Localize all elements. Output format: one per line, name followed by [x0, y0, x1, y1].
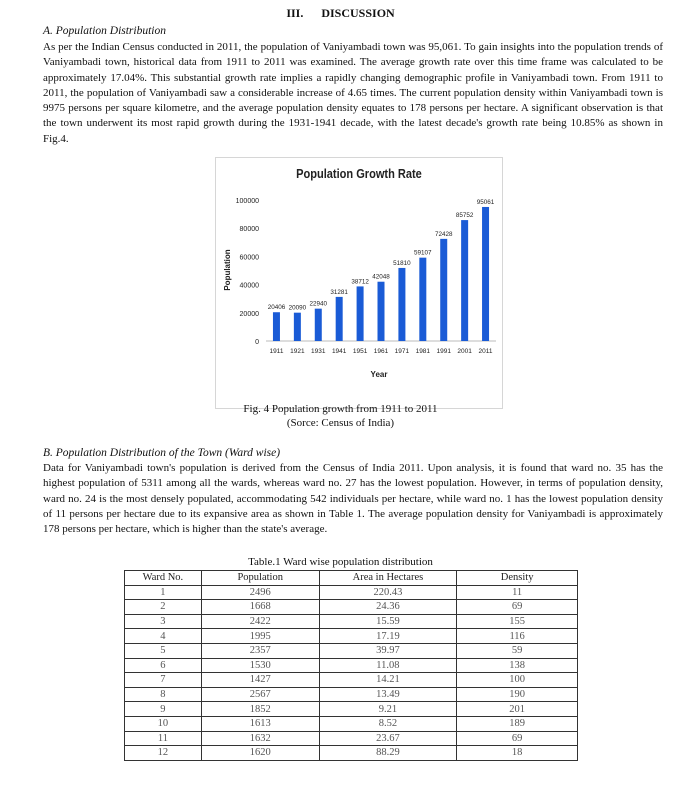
bar-1951	[357, 286, 364, 341]
table-row	[125, 673, 578, 688]
x-tick-label: 2011	[478, 348, 493, 355]
data-label-1921: 20090	[288, 304, 307, 312]
bar-2001	[461, 220, 468, 341]
table-row	[125, 746, 578, 761]
area-cell: 220.43	[319, 585, 457, 600]
area-cell: 23.67	[319, 731, 457, 746]
population-cell: 1613	[201, 716, 319, 731]
area-cell: 13.49	[319, 687, 457, 702]
bar-1961	[378, 282, 385, 341]
density-cell: 116	[457, 629, 578, 644]
header-density: Density	[457, 571, 578, 586]
table-row	[125, 702, 578, 717]
density-cell: 69	[457, 731, 578, 746]
density-cell: 11	[457, 585, 578, 600]
ward-no-cell: 7	[125, 673, 202, 688]
population-cell: 1995	[201, 629, 319, 644]
x-axis-label: Year	[370, 370, 388, 379]
density-cell: 201	[457, 702, 578, 717]
population-cell: 2422	[201, 614, 319, 629]
population-growth-chart	[216, 158, 502, 408]
table-caption: Table.1 Ward wise population distribution	[248, 556, 433, 568]
table-row	[125, 643, 578, 658]
x-tick-label: 1911	[269, 348, 284, 355]
population-cell: 1427	[201, 673, 319, 688]
table-row	[125, 600, 578, 615]
table-header-row	[125, 571, 578, 586]
data-label-1911: 20406	[267, 304, 286, 312]
area-cell: 14.21	[319, 673, 457, 688]
subsection-b-paragraph: Data for Vaniyambadi town's population is derived from the Census of India 2011. Upon analysis, it is found that ward no. 35 has the highest population of 5311 among all the wards, whereas ward no. 27 has the lowest population. However, in terms of population density, ward no. 24 is the most densely populated, accommodating 542 individuals per hectare, while ward no. 1 has the lowest population density of 11 persons per hectare due to its expansive area as shown in Table 1. The average population density for Vaniyambadi is approximately 178 persons per hectare, which is higher than the state's average.	[43, 462, 663, 536]
data-label-1991: 72428	[434, 230, 453, 238]
ward-no-cell: 11	[125, 731, 202, 746]
density-cell: 59	[457, 643, 578, 658]
ward-no-cell: 12	[125, 746, 202, 761]
ward-no-cell: 4	[125, 629, 202, 644]
area-cell: 9.21	[319, 702, 457, 717]
data-label-1941: 31281	[330, 288, 348, 296]
bar-1991	[440, 239, 447, 341]
y-tick-label: 60000	[239, 254, 259, 262]
x-tick-label: 1921	[290, 348, 305, 355]
population-growth-figure	[215, 157, 503, 409]
data-label-2001: 85752	[455, 212, 474, 220]
table-row	[125, 716, 578, 731]
density-cell: 69	[457, 600, 578, 615]
area-cell: 15.59	[319, 614, 457, 629]
data-label-1931: 22940	[309, 300, 328, 308]
bar-1971	[398, 268, 405, 341]
ward-no-cell: 8	[125, 687, 202, 702]
y-tick-label: 100000	[235, 198, 259, 205]
ward-no-cell: 5	[125, 643, 202, 658]
x-tick-label: 2001	[457, 348, 472, 355]
population-cell: 1668	[201, 600, 319, 615]
density-cell: 138	[457, 658, 578, 673]
data-label-2011: 95061	[476, 198, 495, 206]
density-cell: 18	[457, 746, 578, 761]
y-tick-label: 40000	[239, 282, 259, 290]
density-cell: 100	[457, 673, 578, 688]
header-population: Population	[201, 571, 319, 586]
area-cell: 88.29	[319, 746, 457, 761]
ward-no-cell: 9	[125, 702, 202, 717]
header-area: Area in Hectares	[319, 571, 457, 586]
subsection-b-title: B. Population Distribution of the Town (Ward wise)	[43, 447, 281, 459]
data-label-1981: 59107	[414, 249, 432, 257]
figure-caption-line1: Fig. 4 Population growth from 1911 to 2011	[243, 403, 438, 415]
area-cell: 11.08	[319, 658, 457, 673]
population-cell: 1620	[201, 746, 319, 761]
data-label-1951: 38712	[351, 278, 369, 286]
bar-1931	[315, 309, 322, 341]
chart-title: Population Growth Rate	[296, 166, 422, 182]
ward-no-cell: 10	[125, 716, 202, 731]
density-cell: 155	[457, 614, 578, 629]
ward-no-cell: 1	[125, 585, 202, 600]
x-tick-label: 1991	[436, 348, 451, 355]
area-cell: 17.19	[319, 629, 457, 644]
ward-no-cell: 3	[125, 614, 202, 629]
table-row	[125, 658, 578, 673]
population-cell: 1530	[201, 658, 319, 673]
y-axis-label: Population	[223, 249, 232, 291]
section-heading	[0, 6, 681, 21]
x-tick-label: 1951	[352, 348, 368, 355]
density-cell: 190	[457, 687, 578, 702]
population-cell: 2567	[201, 687, 319, 702]
table-row	[125, 629, 578, 644]
bar-1921	[294, 313, 301, 341]
bar-1911	[273, 312, 280, 341]
bar-1981	[419, 258, 426, 341]
x-tick-label: 1981	[415, 348, 431, 355]
table-row	[125, 731, 578, 746]
population-cell: 2357	[201, 643, 319, 658]
bar-2011	[482, 207, 489, 341]
bar-1941	[336, 297, 343, 341]
y-tick-label: 20000	[239, 310, 259, 318]
section-number: III.	[286, 6, 304, 20]
area-cell: 24.36	[319, 600, 457, 615]
ward-no-cell: 2	[125, 600, 202, 615]
x-tick-label: 1941	[331, 348, 347, 355]
area-cell: 8.52	[319, 716, 457, 731]
area-cell: 39.97	[319, 643, 457, 658]
table-row	[125, 614, 578, 629]
x-tick-label: 1931	[311, 348, 326, 355]
data-label-1961: 42048	[372, 273, 390, 281]
table-row	[125, 687, 578, 702]
data-label-1971: 51810	[393, 259, 411, 267]
x-tick-label: 1961	[373, 348, 389, 355]
density-cell: 189	[457, 716, 578, 731]
table-row	[125, 585, 578, 600]
figure-caption-line2: (Sorce: Census of India)	[286, 417, 395, 429]
population-cell: 1632	[201, 731, 319, 746]
x-tick-label: 1971	[394, 348, 410, 355]
population-cell: 1852	[201, 702, 319, 717]
population-cell: 2496	[201, 585, 319, 600]
section-title: DISCUSSION	[321, 6, 395, 20]
y-tick-label: 80000	[239, 226, 259, 234]
ward-no-cell: 6	[125, 658, 202, 673]
subsection-a-paragraph: As per the Indian Census conducted in 2011, the population of Vaniyambadi town was 95,061. To gain insights into the population trends of Vaniyambadi town, historical data from 1911 to 2011 was examined. The average growth rate over this time frame was calculated to be approximately 17.04%. This substantial growth rate implies a rapidly changing demographic profile in Vaniyambadi town. From 1911 to 2011, the population of Vaniyambadi saw a considerable increase of 4.65 times. The current population density within Vaniyambadi town is 9975 persons per square kilometre, and the average population density equates to 178 persons per hectare. A significant observation is that the town underwent its most rapid growth during the 1931-1941 decade, with the latest decade's growth rate being 10.85% as shown in Fig.4.	[43, 41, 663, 145]
header-ward-no: Ward No.	[125, 571, 202, 586]
ward-population-table	[124, 570, 578, 761]
subsection-a-title: A. Population Distribution	[43, 25, 166, 37]
y-tick-label: 0	[255, 339, 259, 346]
